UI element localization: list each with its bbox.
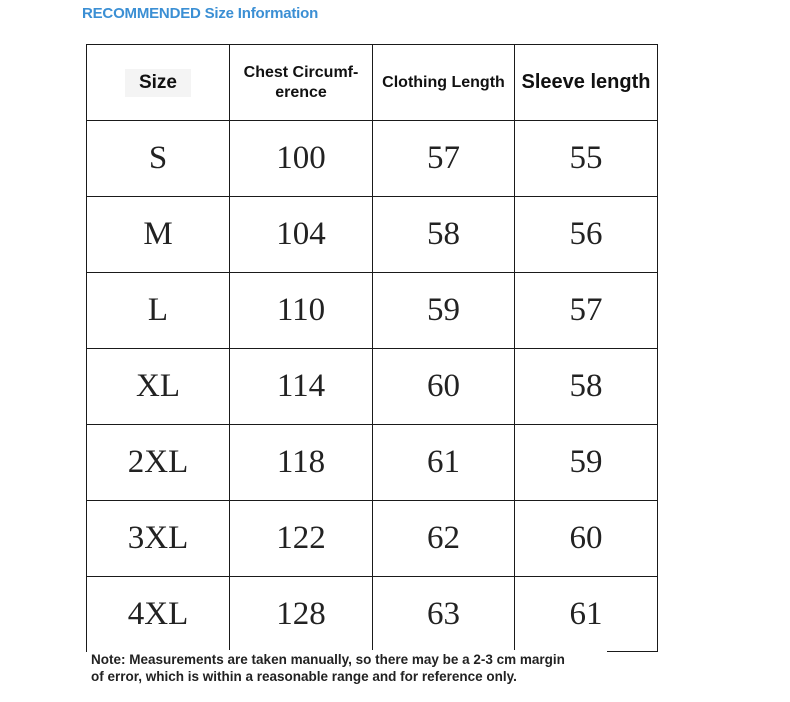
cell-length: 61 [373, 425, 515, 501]
cell-length: 63 [373, 577, 515, 652]
cell-size: M [87, 197, 230, 273]
header-chest-label-line1: Chest Circumf- [243, 63, 359, 81]
cell-size: L [87, 273, 230, 349]
cell-length: 59 [373, 273, 515, 349]
measurement-note [91, 651, 611, 685]
size-chart-table [86, 44, 658, 652]
cell-length: 58 [373, 197, 515, 273]
header-size [87, 45, 230, 121]
cell-chest: 110 [230, 273, 373, 349]
cell-sleeve: 60 [515, 501, 658, 577]
header-sleeve-length: Sleeve length [515, 45, 658, 121]
cell-chest: 100 [230, 121, 373, 197]
cell-chest: 122 [230, 501, 373, 577]
cell-size: 3XL [87, 501, 230, 577]
header-clothing-length: Clothing Length [373, 45, 515, 121]
table-row [87, 501, 658, 577]
table-row [87, 273, 658, 349]
note-line-1: Note: Measurements are taken manually, so there may be a 2-3 cm margin [91, 652, 565, 667]
cell-length: 57 [373, 121, 515, 197]
page-title: RECOMMENDED Size Information [82, 5, 319, 22]
cell-size: XL [87, 349, 230, 425]
cell-length: 62 [373, 501, 515, 577]
table-row [87, 577, 658, 652]
cell-chest: 104 [230, 197, 373, 273]
cell-size: S [87, 121, 230, 197]
table-row [87, 425, 658, 501]
cell-sleeve: 56 [515, 197, 658, 273]
cell-size: 2XL [87, 425, 230, 501]
cell-chest: 128 [230, 577, 373, 652]
cell-sleeve: 58 [515, 349, 658, 425]
cell-sleeve: 59 [515, 425, 658, 501]
cell-sleeve: 61 [515, 577, 658, 652]
cell-chest: 118 [230, 425, 373, 501]
table-row [87, 121, 658, 197]
note-line-2: of error, which is within a reasonable range and for reference only. [91, 669, 517, 684]
header-chest-label-line2: erence [275, 83, 327, 101]
cell-chest: 114 [230, 349, 373, 425]
header-size-label: Size [125, 69, 191, 97]
header-chest-circumference [230, 45, 373, 121]
cell-length: 60 [373, 349, 515, 425]
table-header-row [87, 45, 658, 121]
cell-size: 4XL [87, 577, 230, 652]
table-row [87, 349, 658, 425]
table-row [87, 197, 658, 273]
cell-sleeve: 55 [515, 121, 658, 197]
cell-sleeve: 57 [515, 273, 658, 349]
